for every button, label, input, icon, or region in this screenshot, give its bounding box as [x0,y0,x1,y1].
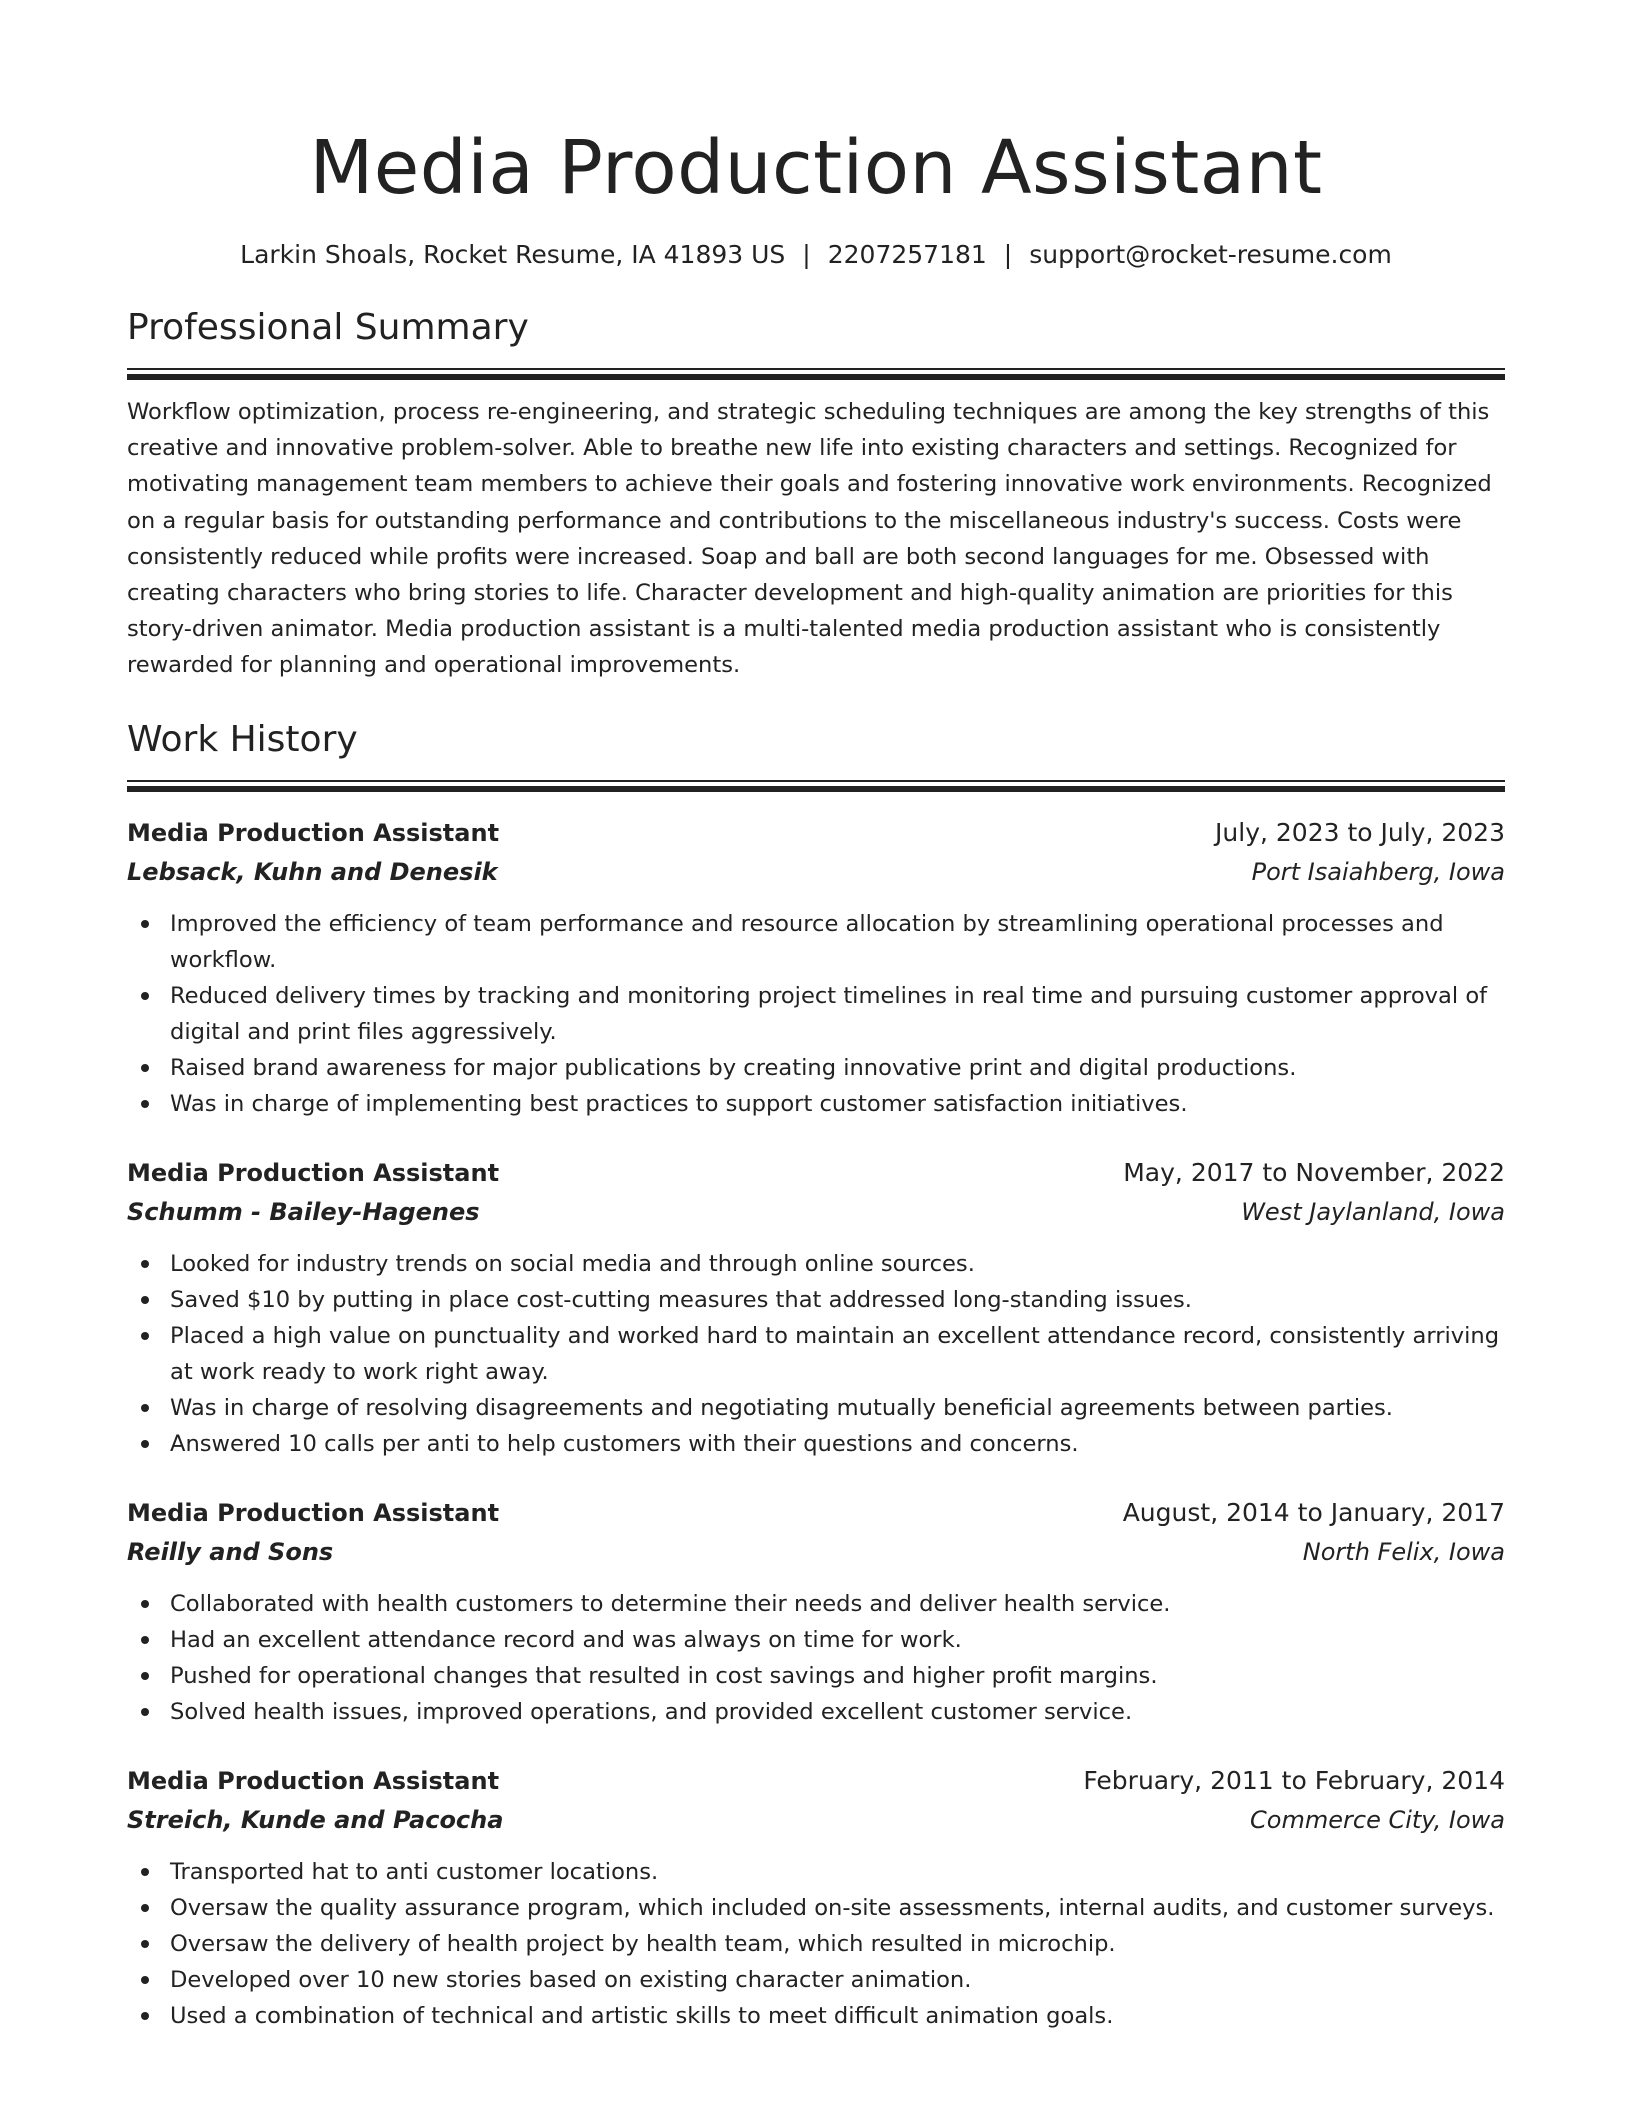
section-divider [127,780,1505,792]
job-bullet: Answered 10 calls per anti to help customers with their questions and concerns. [127,1426,1505,1462]
summary-heading: Professional Summary [127,307,529,348]
job-bullet: Collaborated with health customers to determine their needs and deliver health service. [127,1586,1505,1622]
work-history-heading: Work History [127,718,358,760]
job-location: Commerce City, Iowa [1250,1805,1505,1834]
job-bullet: Transported hat to anti customer locations. [127,1854,1505,1890]
job-dates: July, 2023 to July, 2023 [1215,817,1505,847]
job-subheader-row [127,1532,1505,1572]
job-title: Media Production Assistant [127,1766,500,1795]
job-bullets [127,1854,1505,2034]
job-bullet: Developed over 10 new stories based on existing character animation. [127,1962,1505,1998]
job-header-row [127,814,1505,852]
job-header-row [127,1762,1505,1800]
job-entry [127,1154,1505,1462]
job-entry [127,1494,1505,1730]
job-bullet: Reduced delivery times by tracking and monitoring project timelines in real time and pursuing customer approval of digital and print files aggressively. [127,978,1505,1050]
job-header-row [127,1154,1505,1192]
job-company: Streich, Kunde and Pacocha [127,1805,504,1834]
job-bullets [127,906,1505,1122]
job-bullet: Oversaw the quality assurance program, which included on-site assessments, internal audits, and customer surveys. [127,1890,1505,1926]
job-bullet: Solved health issues, improved operations, and provided excellent customer service. [127,1694,1505,1730]
job-bullet: Oversaw the delivery of health project by health team, which resulted in microchip. [127,1926,1505,1962]
job-dates: August, 2014 to January, 2017 [1122,1497,1505,1527]
job-title: Media Production Assistant [127,1498,500,1527]
job-company: Schumm - Bailey-Hagenes [127,1197,480,1226]
job-bullet: Used a combination of technical and artistic skills to meet difficult animation goals. [127,1998,1505,2034]
job-dates: May, 2017 to November, 2022 [1123,1157,1505,1187]
job-bullet: Pushed for operational changes that resulted in cost savings and higher profit margins. [127,1658,1505,1694]
contact-email: support@rocket-resume.com [1029,240,1392,269]
job-bullet: Raised brand awareness for major publications by creating innovative print and digital productions. [127,1050,1505,1086]
job-bullet: Was in charge of implementing best practices to support customer satisfaction initiatives. [127,1086,1505,1122]
job-subheader-row [127,1800,1505,1840]
job-location: North Felix, Iowa [1302,1537,1505,1566]
job-bullet: Had an excellent attendance record and was always on time for work. [127,1622,1505,1658]
contact-address: Larkin Shoals, Rocket Resume, IA 41893 US [240,240,786,269]
resume-name: Media Production Assistant [309,125,1323,211]
contact-line [127,238,1505,272]
contact-phone: 2207257181 [827,240,987,269]
contact-separator: | [1003,240,1013,269]
job-title: Media Production Assistant [127,818,500,847]
job-entry [127,1762,1505,2034]
job-company: Lebsack, Kuhn and Denesik [127,857,498,886]
job-bullet: Was in charge of resolving disagreements and negotiating mutually beneficial agreements between parties. [127,1390,1505,1426]
job-bullets [127,1246,1505,1462]
summary-text: Workflow optimization, process re-engineering, and strategic scheduling techniques are among the key strengths of this creative and innovative problem-solver. Able to breathe new life into existing characters and settings. Recognized for motivating management team members to achieve their goals and fostering innovative work environments. Recognized on a regular basis for outstanding performance and contributions to the miscellaneous industry's success. Costs were consistently reduced while profits were increased. Soap and ball are both second languages for me. Obsessed with creating characters who bring stories to life. Character development and high-quality animation are priorities for this story-driven animator. Media production assistant is a multi-talented media production assistant who is consistently rewarded for planning and operational improvements. [127,399,1492,679]
job-bullet: Placed a high value on punctuality and worked hard to maintain an excellent attendance record, consistently arriving at work ready to work right away. [127,1318,1505,1390]
job-subheader-row [127,852,1505,892]
job-bullet: Improved the efficiency of team performance and resource allocation by streamlining operational processes and workflow. [127,906,1505,978]
job-bullets [127,1586,1505,1730]
section-divider [127,368,1505,380]
job-dates: February, 2011 to February, 2014 [1083,1765,1505,1795]
job-bullet: Saved $10 by putting in place cost-cutting measures that addressed long-standing issues. [127,1282,1505,1318]
job-location: West Jaylanland, Iowa [1241,1197,1505,1226]
job-entry [127,814,1505,1122]
job-bullet: Looked for industry trends on social media and through online sources. [127,1246,1505,1282]
job-header-row [127,1494,1505,1532]
contact-separator: | [802,240,811,269]
job-title: Media Production Assistant [127,1158,500,1187]
job-location: Port Isaiahberg, Iowa [1251,857,1505,886]
job-subheader-row [127,1192,1505,1232]
job-company: Reilly and Sons [127,1537,334,1566]
